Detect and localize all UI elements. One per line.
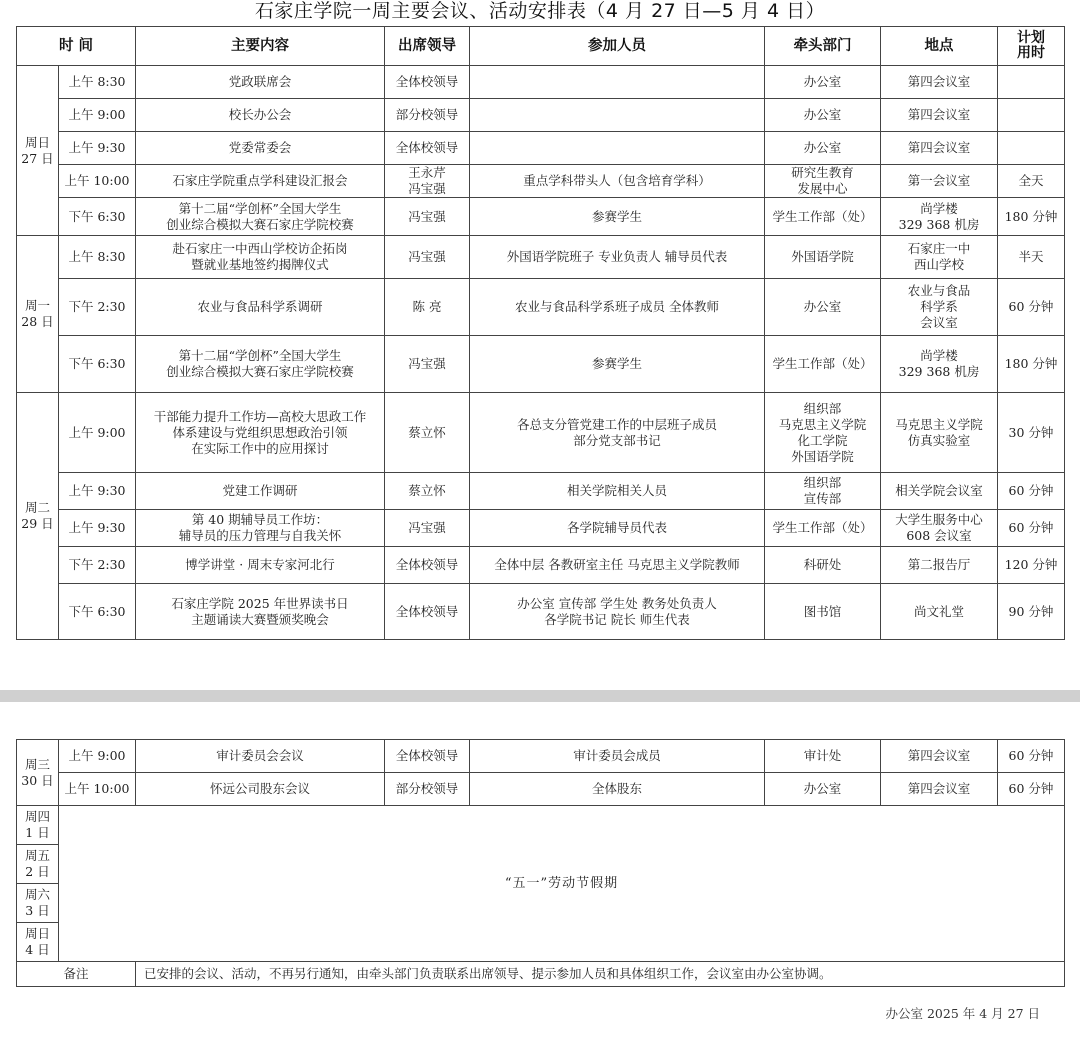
day-label: 周日 4 日: [17, 923, 59, 962]
footer-signature: 办公室 2025 年 4 月 27 日: [885, 1006, 1040, 1021]
row-participants: [470, 99, 765, 132]
row-participants: [470, 132, 765, 165]
row-time: 上午 9:30: [59, 132, 136, 165]
table-row: [17, 547, 1065, 584]
day-label: 周四 1 日: [17, 806, 59, 845]
row-participants: 参赛学生: [470, 198, 765, 236]
row-content: 石家庄学院 2025 年世界读书日 主题诵读大赛暨颁奖晚会: [136, 584, 385, 640]
schedule-table-page2: [16, 739, 1065, 987]
row-dept: 审计处: [765, 740, 881, 773]
row-location: 马克思主义学院 仿真实验室: [881, 393, 998, 473]
row-duration: 60 分钟: [998, 279, 1065, 336]
table-row: [17, 806, 1065, 845]
document-title: 石家庄学院一周主要会议、活动安排表（4 月 27 日—5 月 4 日）: [254, 0, 826, 22]
row-time: 下午 2:30: [59, 547, 136, 584]
table-row: [17, 165, 1065, 198]
row-leader: 冯宝强: [385, 336, 470, 393]
row-participants: 农业与食品科学系班子成员 全体教师: [470, 279, 765, 336]
row-content: 校长办公会: [136, 99, 385, 132]
row-duration: 30 分钟: [998, 393, 1065, 473]
header-location: 地点: [881, 27, 998, 66]
row-leader: 冯宝强: [385, 510, 470, 547]
row-location: 第四会议室: [881, 66, 998, 99]
row-dept: 办公室: [765, 773, 881, 806]
table-row: [17, 510, 1065, 547]
notes-label: 备注: [17, 962, 136, 987]
notes-row: [17, 962, 1065, 987]
row-dept: 学生工作部（处）: [765, 198, 881, 236]
row-content: 党委常委会: [136, 132, 385, 165]
row-duration: 120 分钟: [998, 547, 1065, 584]
row-duration: [998, 132, 1065, 165]
row-location: 尚文礼堂: [881, 584, 998, 640]
table-row: [17, 584, 1065, 640]
row-participants: 各学院辅导员代表: [470, 510, 765, 547]
row-leader: 冯宝强: [385, 198, 470, 236]
row-duration: 60 分钟: [998, 773, 1065, 806]
row-location: 第四会议室: [881, 99, 998, 132]
row-content: 干部能力提升工作坊—高校大思政工作 体系建设与党组织思想政治引领 在实际工作中的应用探讨: [136, 393, 385, 473]
row-duration: [998, 99, 1065, 132]
row-time: 上午 9:30: [59, 473, 136, 510]
row-dept: 办公室: [765, 132, 881, 165]
row-time: 下午 2:30: [59, 279, 136, 336]
header-participants: 参加人员: [470, 27, 765, 66]
row-time: 上午 10:00: [59, 773, 136, 806]
table-row: [17, 473, 1065, 510]
row-content: 党建工作调研: [136, 473, 385, 510]
day-label: 周三 30 日: [17, 740, 59, 806]
table-row: [17, 740, 1065, 773]
row-time: 下午 6:30: [59, 336, 136, 393]
row-leader: 全体校领导: [385, 740, 470, 773]
row-duration: 半天: [998, 236, 1065, 279]
header-content: 主要内容: [136, 27, 385, 66]
row-leader: 蔡立怀: [385, 473, 470, 510]
header-row: [17, 27, 1065, 66]
row-time: 下午 6:30: [59, 584, 136, 640]
notes-text: 已安排的会议、活动，不再另行通知，由牵头部门负责联系出席领导、提示参加人员和具体组织工作，会议室由办公室协调。: [136, 962, 1065, 987]
row-participants: 外国语学院班子 专业负责人 辅导员代表: [470, 236, 765, 279]
row-location: 第四会议室: [881, 773, 998, 806]
row-dept: 办公室: [765, 279, 881, 336]
row-dept: 学生工作部（处）: [765, 336, 881, 393]
row-content: 赴石家庄一中西山学校访企拓岗 暨就业基地签约揭牌仪式: [136, 236, 385, 279]
row-time: 上午 8:30: [59, 236, 136, 279]
row-location: 大学生服务中心 608 会议室: [881, 510, 998, 547]
table-row: [17, 336, 1065, 393]
row-leader: 全体校领导: [385, 66, 470, 99]
row-participants: 各总支分管党建工作的中层班子成员 部分党支部书记: [470, 393, 765, 473]
row-content: 第十二届“学创杯”全国大学生 创业综合模拟大赛石家庄学院校赛: [136, 336, 385, 393]
row-duration: 60 分钟: [998, 510, 1065, 547]
row-participants: 全体中层 各教研室主任 马克思主义学院教师: [470, 547, 765, 584]
row-dept: 科研处: [765, 547, 881, 584]
row-participants: 相关学院相关人员: [470, 473, 765, 510]
row-duration: 60 分钟: [998, 473, 1065, 510]
row-dept: 外国语学院: [765, 236, 881, 279]
schedule-table-page1: [16, 26, 1065, 640]
row-content: 党政联席会: [136, 66, 385, 99]
header-duration: 计划 用时: [998, 27, 1065, 66]
row-dept: 组织部 马克思主义学院 化工学院 外国语学院: [765, 393, 881, 473]
row-location: 第一会议室: [881, 165, 998, 198]
row-duration: 90 分钟: [998, 584, 1065, 640]
row-location: 农业与食品 科学系 会议室: [881, 279, 998, 336]
row-leader: 王永芹 冯宝强: [385, 165, 470, 198]
row-leader: 部分校领导: [385, 773, 470, 806]
row-dept: 办公室: [765, 66, 881, 99]
holiday-notice: “五一”劳动节假期: [59, 806, 1065, 962]
day-label: 周一 28 日: [17, 236, 59, 393]
row-leader: 全体校领导: [385, 132, 470, 165]
row-dept: 研究生教育 发展中心: [765, 165, 881, 198]
row-content: 石家庄学院重点学科建设汇报会: [136, 165, 385, 198]
row-location: 第四会议室: [881, 740, 998, 773]
row-location: 尚学楼 329 368 机房: [881, 198, 998, 236]
row-duration: 180 分钟: [998, 198, 1065, 236]
row-time: 上午 9:00: [59, 99, 136, 132]
row-leader: 冯宝强: [385, 236, 470, 279]
row-content: 第 40 期辅导员工作坊： 辅导员的压力管理与自我关怀: [136, 510, 385, 547]
row-content: 怀远公司股东会议: [136, 773, 385, 806]
table-row: [17, 393, 1065, 473]
header-time: 时 间: [17, 27, 136, 66]
row-leader: 全体校领导: [385, 584, 470, 640]
table-row: [17, 773, 1065, 806]
row-participants: 全体股东: [470, 773, 765, 806]
row-time: 上午 8:30: [59, 66, 136, 99]
header-leader: 出席领导: [385, 27, 470, 66]
page-break-band: [0, 690, 1080, 702]
row-dept: 学生工作部（处）: [765, 510, 881, 547]
row-content: 审计委员会会议: [136, 740, 385, 773]
row-duration: [998, 66, 1065, 99]
row-participants: [470, 66, 765, 99]
header-dept: 牵头部门: [765, 27, 881, 66]
table-row: [17, 236, 1065, 279]
day-label: 周日 27 日: [17, 66, 59, 236]
table-row: [17, 66, 1065, 99]
row-location: 第四会议室: [881, 132, 998, 165]
row-content: 农业与食品科学系调研: [136, 279, 385, 336]
row-dept: 图书馆: [765, 584, 881, 640]
day-label: 周二 29 日: [17, 393, 59, 640]
row-duration: 60 分钟: [998, 740, 1065, 773]
row-participants: 参赛学生: [470, 336, 765, 393]
day-label: 周五 2 日: [17, 845, 59, 884]
row-location: 相关学院会议室: [881, 473, 998, 510]
day-label: 周六 3 日: [17, 884, 59, 923]
row-location: 尚学楼 329 368 机房: [881, 336, 998, 393]
row-participants: 审计委员会成员: [470, 740, 765, 773]
row-content: 第十二届“学创杯”全国大学生 创业综合模拟大赛石家庄学院校赛: [136, 198, 385, 236]
row-participants: 办公室 宣传部 学生处 教务处负责人 各学院书记 院长 师生代表: [470, 584, 765, 640]
row-location: 石家庄一中 西山学校: [881, 236, 998, 279]
table-row: [17, 198, 1065, 236]
row-participants: 重点学科带头人（包含培育学科）: [470, 165, 765, 198]
row-leader: 部分校领导: [385, 99, 470, 132]
row-leader: 陈 亮: [385, 279, 470, 336]
row-time: 上午 9:00: [59, 393, 136, 473]
row-content: 博学讲堂 · 周末专家河北行: [136, 547, 385, 584]
table-row: [17, 279, 1065, 336]
table-row: [17, 132, 1065, 165]
row-location: 第二报告厅: [881, 547, 998, 584]
row-duration: 180 分钟: [998, 336, 1065, 393]
row-dept: 组织部 宣传部: [765, 473, 881, 510]
row-leader: 全体校领导: [385, 547, 470, 584]
row-leader: 蔡立怀: [385, 393, 470, 473]
row-time: 上午 9:00: [59, 740, 136, 773]
row-duration: 全天: [998, 165, 1065, 198]
row-dept: 办公室: [765, 99, 881, 132]
row-time: 下午 6:30: [59, 198, 136, 236]
row-time: 上午 10:00: [59, 165, 136, 198]
table-row: [17, 99, 1065, 132]
row-time: 上午 9:30: [59, 510, 136, 547]
